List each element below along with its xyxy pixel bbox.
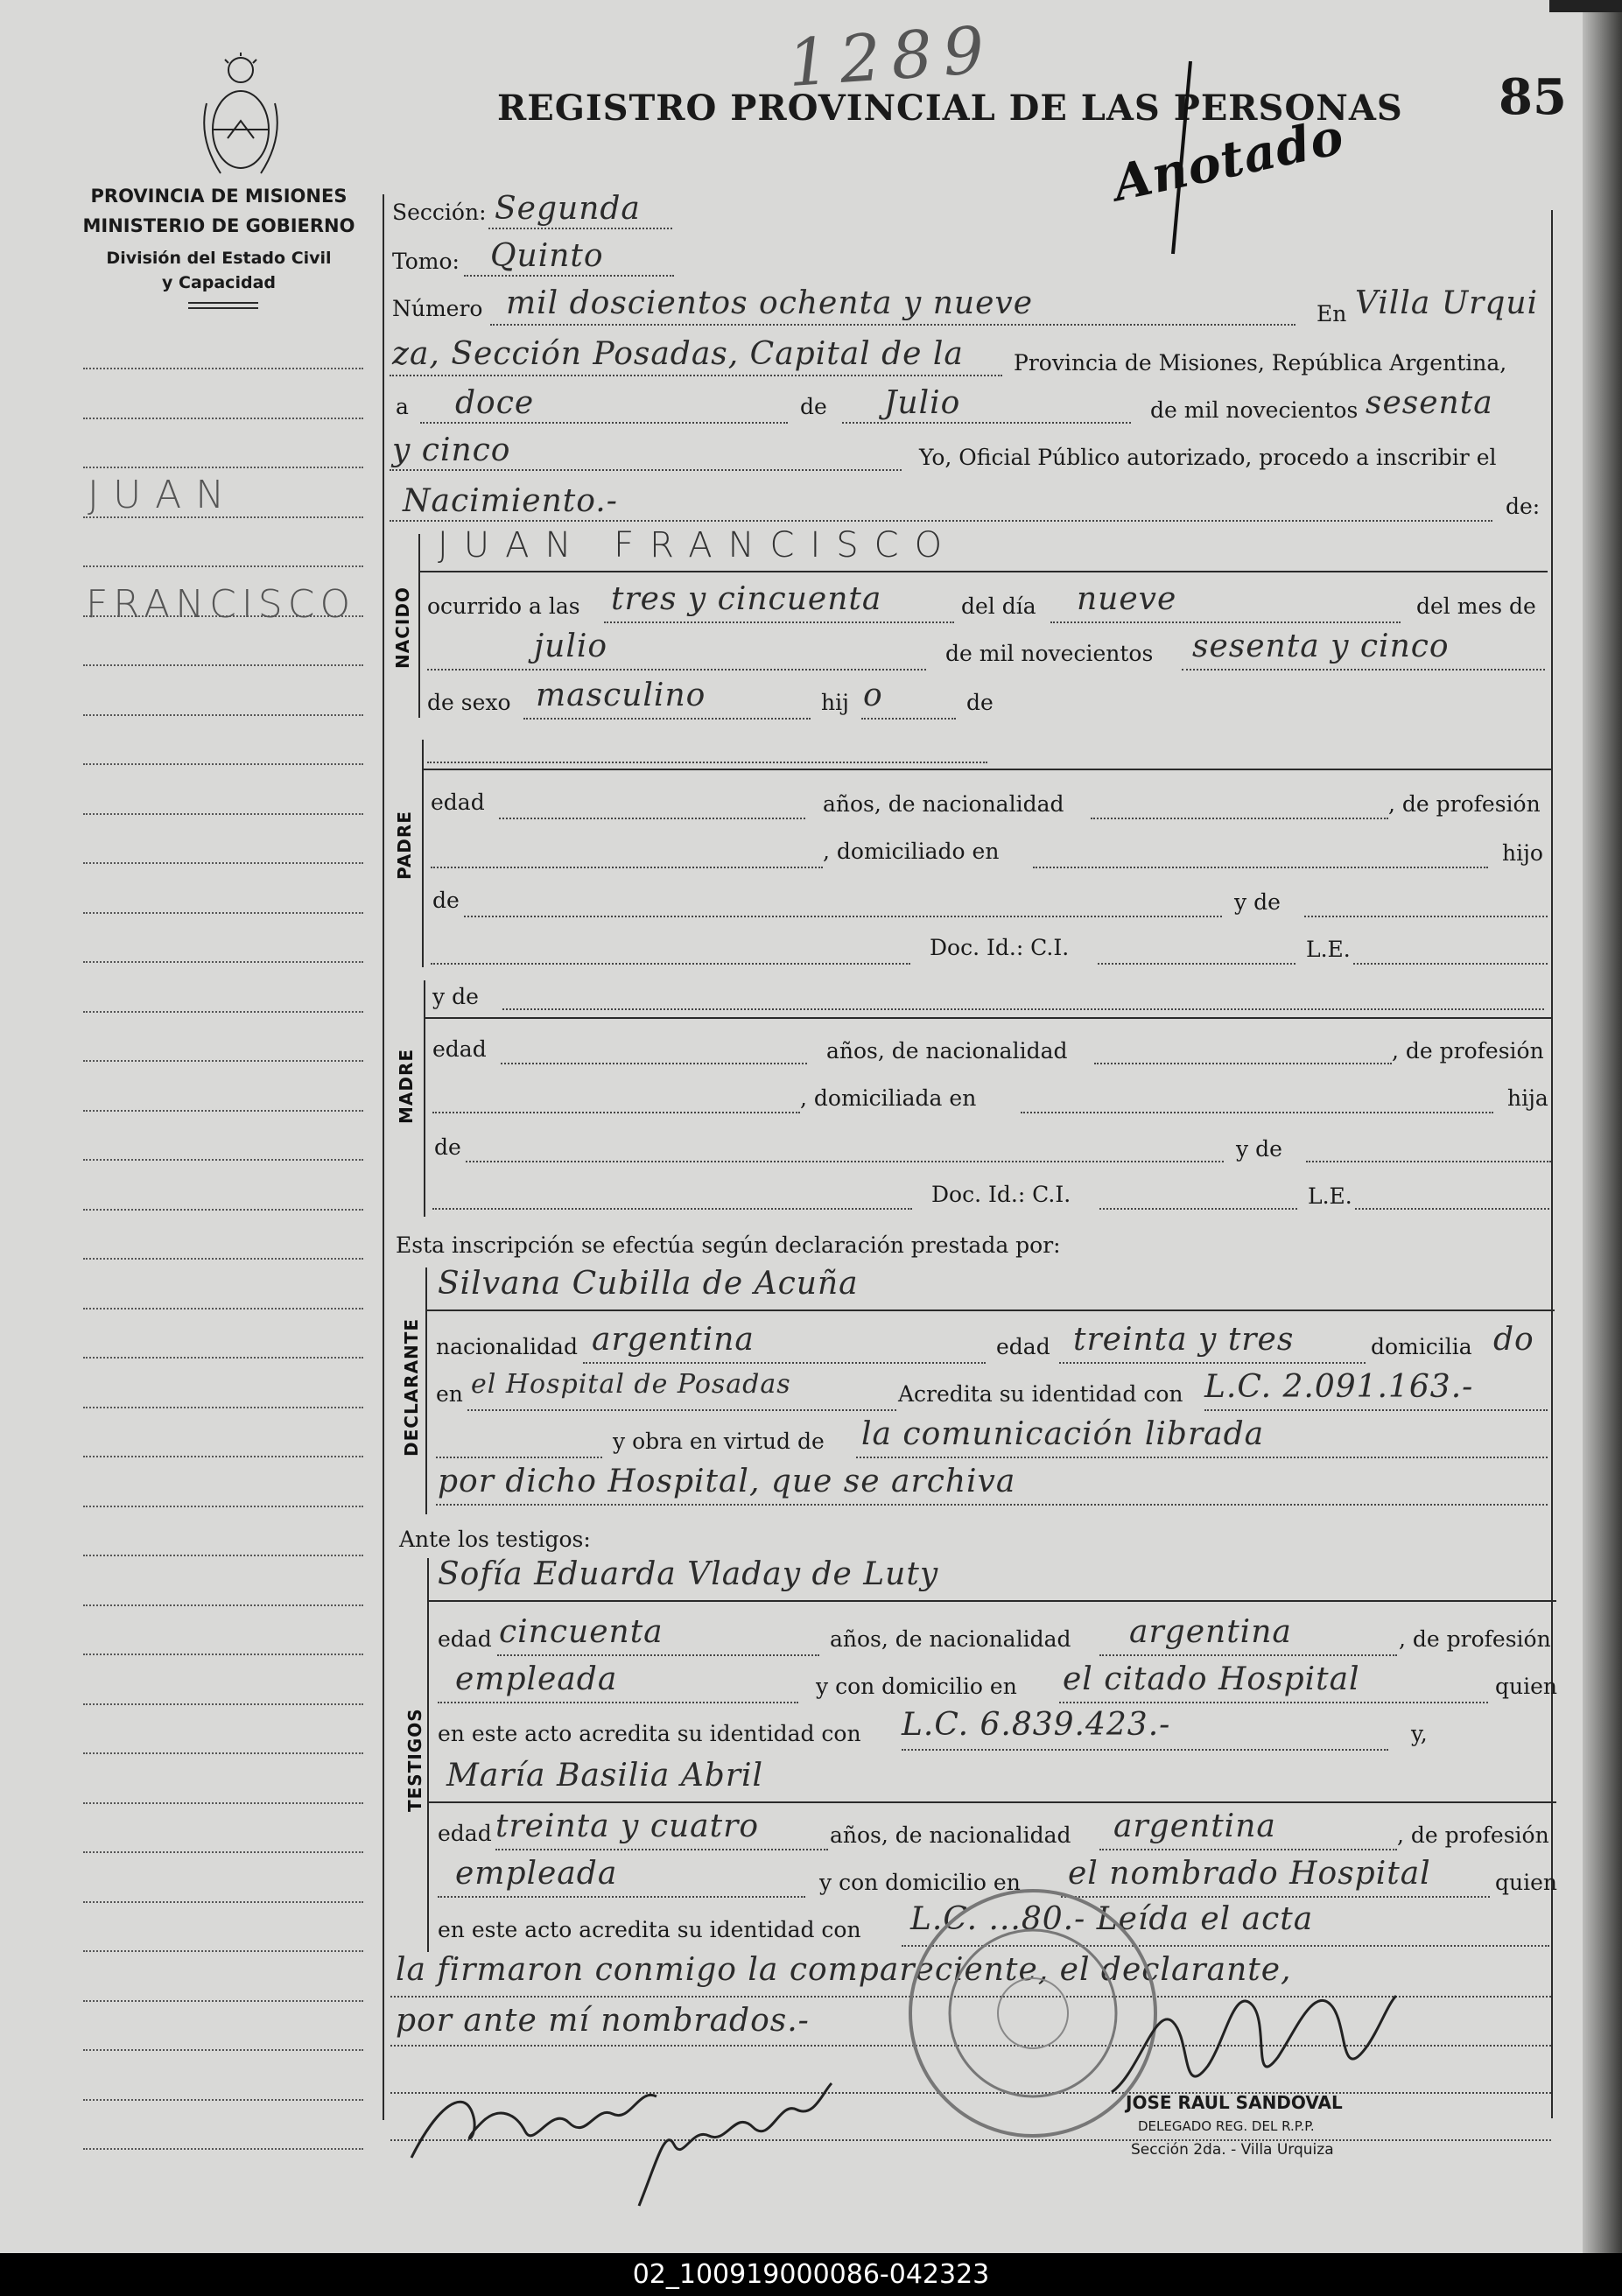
section-madre: MADRE (396, 1048, 417, 1124)
tomo-label: Tomo: (392, 249, 460, 274)
margin-rule (83, 1159, 363, 1161)
madre-nac-label: años, de nacionalidad (826, 1038, 1068, 1064)
field-line (490, 324, 1295, 326)
t1-edad-value: cincuenta (499, 1614, 664, 1650)
field-line (427, 669, 926, 671)
field-line (1204, 1409, 1548, 1411)
madre-domicilio-label: , domiciliada en (800, 1085, 977, 1111)
t1-nac-value: argentina (1129, 1614, 1292, 1650)
coat-of-arms-icon (194, 51, 287, 182)
field-line (390, 375, 1002, 376)
madre-y-de-2-label: y de (1236, 1136, 1282, 1162)
margin-rule (83, 961, 363, 963)
decl-edad-label: edad (996, 1334, 1050, 1359)
margin-name-2: FRANCISCO (86, 582, 356, 627)
margin-rule (83, 1901, 363, 1903)
field-line (464, 275, 674, 277)
field-line (1353, 963, 1548, 965)
field-line (902, 1749, 1388, 1751)
division-label: División del Estado Civil (106, 249, 332, 268)
decl-domicilia-label: domicilia (1371, 1334, 1472, 1359)
margin-rule (83, 1654, 363, 1655)
field-line (431, 963, 910, 965)
field-line (1355, 1208, 1549, 1210)
t1-doc-value: L.C. 6.839.423.- (902, 1707, 1171, 1743)
field-line (432, 1112, 800, 1113)
margin-rule (83, 1011, 363, 1013)
annotation-stroke (1164, 53, 1199, 263)
margin-rule (83, 1703, 363, 1705)
padre-prof-label: , de profesión (1388, 791, 1541, 817)
hij-suffix: o (863, 678, 883, 713)
divider (188, 307, 258, 309)
field-line (604, 621, 954, 623)
de-2-label: de (966, 690, 994, 715)
province-label: PROVINCIA DE MISIONES (90, 186, 348, 207)
margin-rule (83, 1752, 363, 1754)
esta-inscripcion-label: Esta inscripción se efectúa según declaración prestada por: (396, 1232, 1061, 1258)
margin-rule (83, 467, 363, 468)
field-line (1091, 818, 1388, 819)
margin-rule (83, 912, 363, 914)
field-line (497, 1654, 819, 1656)
field-line (499, 818, 805, 819)
madre-doc-label: Doc. Id.: C.I. (931, 1182, 1071, 1207)
field-line (432, 1208, 912, 1210)
t1-dom-value: el citado Hospital (1063, 1661, 1360, 1697)
margin-rule (83, 1407, 363, 1408)
padre-doc-label: Doc. Id.: C.I. (930, 935, 1070, 960)
anio-value-cont: y cinco (392, 432, 511, 468)
field-line (438, 1896, 805, 1898)
margin-rule (83, 2148, 363, 2150)
provincia-label: Provincia de Misiones, República Argentina, (1014, 350, 1507, 376)
cierre-2-value: por ante mí nombrados.- (396, 2003, 810, 2039)
padre-hijo-label: hijo (1502, 840, 1543, 866)
tomo-value: Quinto (490, 238, 604, 274)
seccion-label: Sección: (392, 200, 487, 225)
ministry-label: MINISTERIO DE GOBIERNO (82, 215, 355, 236)
field-line (464, 916, 1222, 917)
rule (425, 1309, 1555, 1311)
margin-rule (83, 1357, 363, 1359)
field-line (502, 1008, 1544, 1010)
field-line (856, 1457, 1548, 1458)
mes-nac-value: julio (534, 628, 608, 664)
yo-oficial-label: Yo, Oficial Público autorizado, procedo a inscribir el (919, 445, 1497, 470)
t2-dom-value: el nombrado Hospital (1068, 1856, 1431, 1892)
field-line (1098, 963, 1295, 965)
margin-rule (83, 2000, 363, 2002)
field-line (488, 228, 672, 229)
annotation: Anotado (1108, 107, 1350, 214)
t1-dom-label: y con domicilio en (816, 1674, 1017, 1699)
field-line (1050, 621, 1401, 623)
book-binding (1583, 0, 1622, 2253)
margin-rule (83, 1851, 363, 1853)
t1-prof-label: , de profesión (1399, 1626, 1551, 1652)
t1-nombre-value: Sofía Eduarda Vladay de Luty (438, 1556, 939, 1592)
field-line (1099, 1208, 1297, 1210)
acto-value: Nacimiento.- (403, 483, 618, 519)
section-nacido: NACIDO (392, 586, 413, 669)
t2-prof-label: , de profesión (1397, 1822, 1549, 1848)
field-line (436, 1457, 602, 1458)
field-line (438, 1702, 798, 1703)
sexo-label: de sexo (427, 690, 511, 715)
decl-virtud-value: la comunicación librada (861, 1416, 1265, 1452)
field-line (466, 1161, 1224, 1162)
numero-value: mil doscientos ochenta y nueve (506, 285, 1034, 321)
field-line (842, 422, 1131, 424)
ante-testigos-label: Ante los testigos: (399, 1527, 591, 1552)
en-value-cont: za, Sección Posadas, Capital de la (392, 336, 964, 372)
margin-rule (83, 565, 363, 567)
margin-rule (83, 418, 363, 419)
field-line (436, 1504, 1548, 1506)
dia-value: doce (455, 385, 535, 421)
t1-quien-label: quien (1495, 1674, 1557, 1699)
margin-rule (83, 813, 363, 815)
margin-rule (83, 1110, 363, 1112)
frame-right-border (1551, 210, 1553, 2118)
divider (188, 302, 258, 304)
field-line (501, 1063, 807, 1064)
field-line (1099, 1654, 1397, 1656)
hora-value: tres y cincuenta (611, 581, 882, 617)
madre-prof-label: , de profesión (1392, 1038, 1544, 1064)
t1-edad-label: edad (438, 1626, 492, 1652)
margin-rule (83, 2099, 363, 2101)
field-line (1094, 1063, 1392, 1064)
section-testigos: TESTIGOS (404, 1708, 425, 1812)
section-divider (424, 980, 425, 1217)
margin-rule (83, 1258, 363, 1260)
page-number: 85 (1499, 68, 1567, 126)
margin-rule (83, 368, 363, 369)
field-line (1306, 1161, 1551, 1162)
field-line (583, 1362, 986, 1364)
margin-rule (83, 2049, 363, 2051)
ocurrido-label: ocurrido a las (427, 593, 580, 619)
section-declarante: DECLARANTE (401, 1317, 422, 1457)
margin-rule (83, 1456, 363, 1457)
t2-doc-value: L.C. ...80.- Leída el acta (910, 1901, 1314, 1937)
padre-le-label: L.E. (1306, 937, 1351, 962)
anio-nac-value: sesenta y cinco (1192, 628, 1450, 664)
rule (422, 769, 1551, 770)
rule (424, 1017, 1553, 1019)
signature-official (1103, 1970, 1401, 2110)
t1-nac-label: años, de nacionalidad (830, 1626, 1071, 1652)
signature-testigo-1 (630, 2075, 840, 2215)
decl-domicilia-suffix: do (1493, 1322, 1534, 1358)
margin-rule (83, 664, 363, 666)
t2-acredita-label: en este acto acredita su identidad con (438, 1917, 861, 1942)
decl-en-value: el Hospital de Posadas (471, 1369, 791, 1400)
t1-prof-value: empleada (455, 1661, 618, 1697)
field-line (1182, 669, 1545, 671)
decl-nac-label: nacionalidad (436, 1334, 578, 1359)
del-dia-label: del día (961, 593, 1036, 619)
sexo-value: masculino (536, 678, 706, 713)
document-title: REGISTRO PROVINCIAL DE LAS PERSONAS (497, 88, 1403, 129)
margin-name-1: JUAN (88, 473, 239, 517)
image-footer-code: 02_100919000086-042323 (0, 2253, 1622, 2296)
t2-nac-value: argentina (1113, 1808, 1276, 1844)
field-line (1059, 1702, 1488, 1703)
decl-virtud-label: y obra en virtud de (613, 1429, 825, 1454)
division-label-2: y Capacidad (162, 273, 276, 292)
t2-nombre-value: María Basilia Abril (446, 1758, 764, 1794)
field-line (431, 867, 823, 868)
padre-edad-label: edad (431, 790, 485, 815)
rule (418, 571, 1548, 572)
de-label: de (800, 394, 827, 419)
margin-rule (83, 1209, 363, 1211)
de-colon-label: de: (1506, 494, 1541, 519)
section-padre: PADRE (394, 811, 415, 880)
t2-nac-label: años, de nacionalidad (830, 1822, 1071, 1848)
t2-edad-value: treinta y cuatro (495, 1808, 759, 1844)
field-line (420, 422, 788, 424)
t1-acredita-label: en este acto acredita su identidad con (438, 1721, 861, 1746)
registry-number: 1289 (785, 11, 998, 102)
t1-y-label: y, (1411, 1721, 1428, 1746)
anio-value: sesenta (1366, 385, 1493, 421)
field-line (523, 718, 811, 720)
margin-rule (83, 1802, 363, 1804)
field-line (390, 469, 902, 471)
t2-prof-value: empleada (455, 1856, 618, 1892)
margin-rule (83, 1604, 363, 1606)
nombre-value: JUAN FRANCISCO (438, 525, 958, 565)
padre-domicilio-label: , domiciliado en (823, 839, 1000, 864)
decl-en-label: en (436, 1381, 463, 1407)
margin-rule (83, 763, 363, 765)
official-name: JOSE RAUL SANDOVAL (1126, 2092, 1343, 2113)
padre-de-label: de (432, 888, 460, 913)
a-label: a (396, 394, 409, 419)
dia-nac-value: nueve (1077, 581, 1177, 617)
official-seccion: Sección 2da. - Villa Urquiza (1131, 2141, 1334, 2159)
field-line (1099, 1849, 1397, 1850)
t2-edad-label: edad (438, 1821, 492, 1846)
field-line (861, 718, 956, 720)
madre-edad-label: edad (432, 1036, 487, 1062)
section-divider (422, 740, 424, 967)
en-value: Villa Urqui (1355, 285, 1539, 321)
rule (427, 1801, 1556, 1803)
margin-rule (83, 1950, 363, 1952)
madre-de-label: de (434, 1134, 461, 1160)
madre-hija-label: hija (1507, 1085, 1548, 1111)
margin-rule (83, 1506, 363, 1507)
de-mil-2-label: de mil novecientos (945, 641, 1154, 666)
field-line (1304, 916, 1548, 917)
field-line (1059, 1362, 1366, 1364)
section-divider (418, 534, 420, 718)
decl-virtud-value-2: por dicho Hospital, que se archiva (438, 1464, 1016, 1499)
de-mil-label: de mil novecientos (1150, 397, 1359, 423)
padre-y-de-label: y de (1234, 889, 1281, 915)
cierre-1-value: la firmaron conmigo la compareciente, el declarante, (396, 1952, 1292, 1988)
mes-value: Julio (884, 385, 961, 421)
numero-label: Número (392, 296, 483, 321)
top-edge (1549, 0, 1622, 12)
decl-nac-value: argentina (592, 1322, 755, 1358)
field-line (467, 1409, 896, 1411)
rule (427, 1600, 1556, 1602)
frame-left-border (383, 194, 384, 2120)
field-line (390, 520, 1492, 522)
margin-rule (83, 862, 363, 864)
en-label: En (1317, 301, 1347, 326)
field-line (1021, 1112, 1493, 1113)
decl-doc-value: L.C. 2.091.163.- (1204, 1369, 1474, 1405)
t2-dom-label: y con domicilio en (819, 1870, 1021, 1895)
madre-y-de-label: y de (432, 984, 479, 1009)
margin-rule (83, 1060, 363, 1062)
decl-edad-value: treinta y tres (1073, 1322, 1295, 1358)
padre-nac-label: años, de nacionalidad (823, 791, 1064, 817)
margin-rule (83, 714, 363, 716)
field-line (1033, 867, 1488, 868)
madre-le-label: L.E. (1308, 1183, 1352, 1209)
hij-label: hij (821, 690, 849, 715)
declarante-value: Silvana Cubilla de Acuña (438, 1266, 859, 1302)
field-line (427, 762, 987, 763)
del-mes-label: del mes de (1416, 593, 1536, 619)
official-role: DELEGADO REG. DEL R.P.P. (1138, 2118, 1315, 2134)
margin-rule (83, 1308, 363, 1309)
section-divider (425, 1267, 427, 1514)
seccion-value: Segunda (495, 191, 641, 227)
t2-quien-label: quien (1495, 1870, 1557, 1895)
section-divider (427, 1558, 429, 1952)
field-line (495, 1849, 828, 1850)
decl-acredita-label: Acredita su identidad con (898, 1381, 1183, 1407)
margin-rule (83, 1555, 363, 1556)
